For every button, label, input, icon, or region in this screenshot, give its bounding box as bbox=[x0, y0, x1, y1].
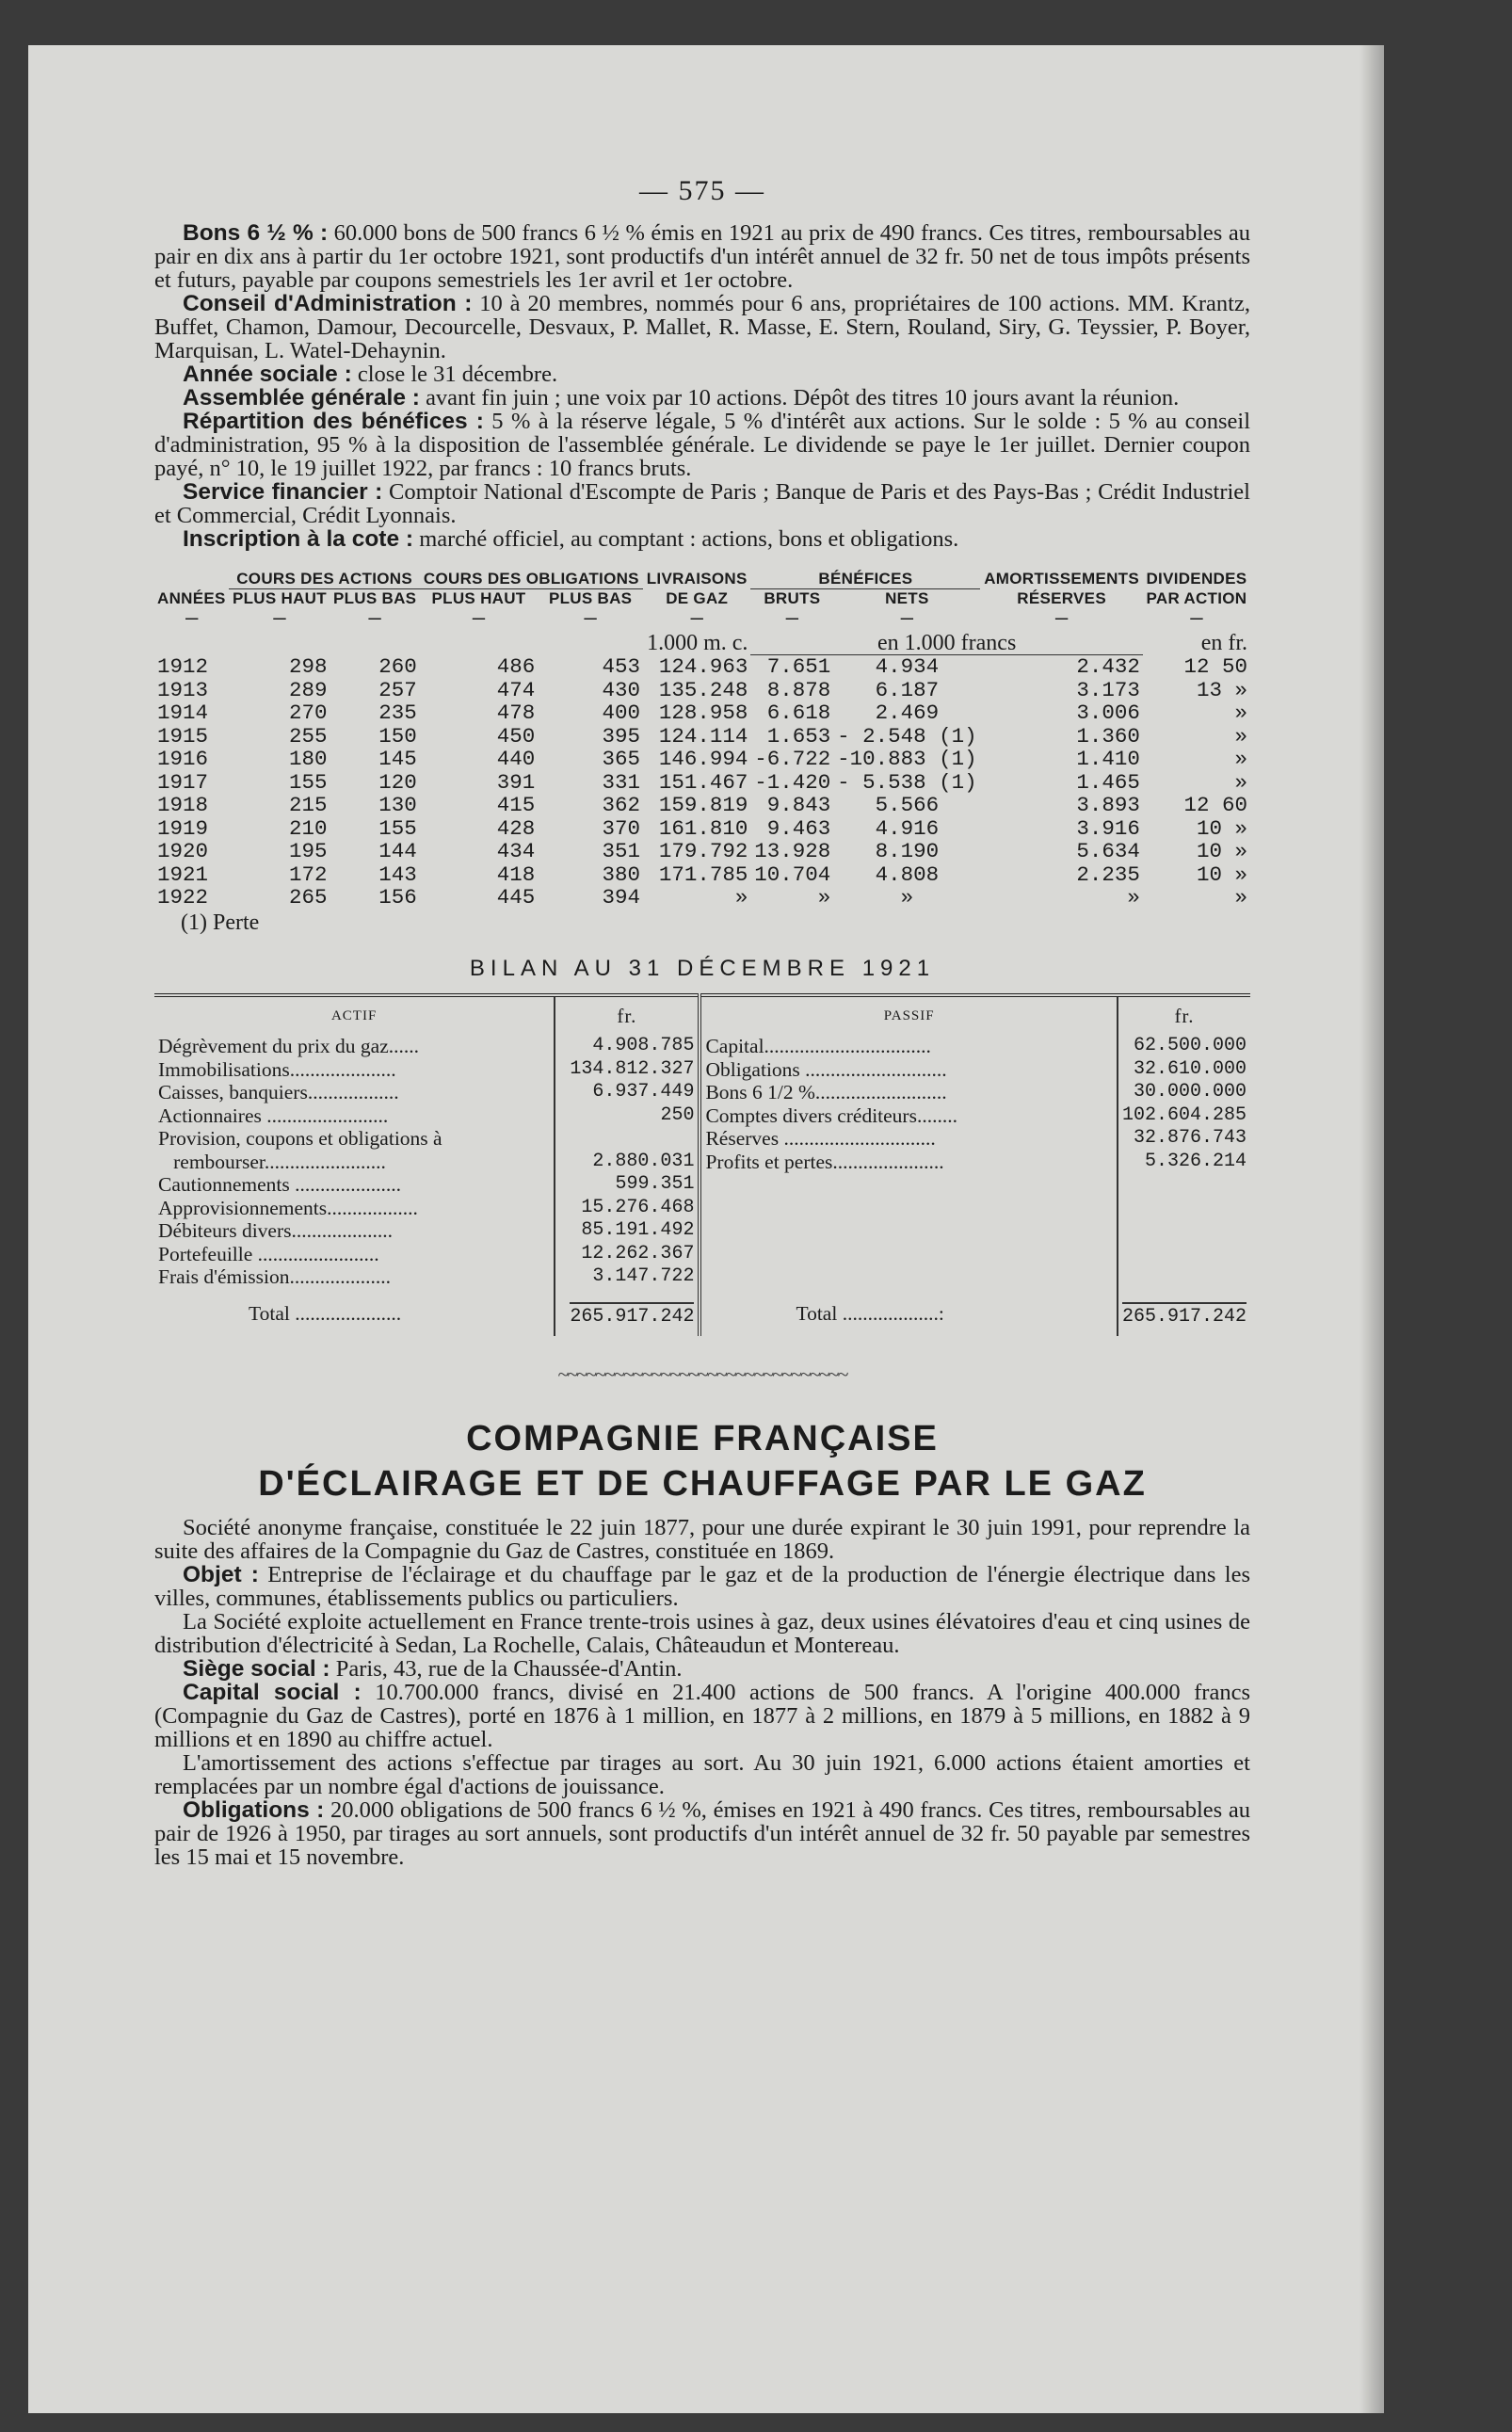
bilan-header-row bbox=[154, 995, 1250, 1036]
passif-item: Obligations ............................ bbox=[700, 1058, 1118, 1082]
cell-year: 1917 bbox=[157, 769, 209, 795]
actif-value: 15.276.468 bbox=[555, 1197, 700, 1220]
table-row bbox=[154, 1058, 1250, 1082]
passif-item: Capital................................. bbox=[700, 1035, 1118, 1058]
cell-amortissements: 5.634 bbox=[1076, 839, 1140, 863]
paragraph-assemblee: Assemblée générale : avant fin juin ; une voix par 10 actions. Dépôt des titres 10 jours avant la réunion. bbox=[183, 385, 1180, 411]
cell-amortissements: 3.916 bbox=[1076, 815, 1140, 841]
cell-benefices-nets: 4.934 bbox=[875, 654, 940, 679]
passif-item bbox=[700, 1173, 1118, 1197]
cell-benefices-nets: » bbox=[900, 885, 914, 910]
actif-value: 85.191.492 bbox=[555, 1219, 700, 1243]
table-row bbox=[154, 1151, 1250, 1174]
passif-item: Profits et pertes...................... bbox=[700, 1151, 1118, 1174]
cell-amortissements: 2.235 bbox=[1076, 862, 1140, 887]
passif-item: Bons 6 1/2 %.......................... bbox=[700, 1081, 1118, 1104]
table-row bbox=[154, 1265, 1250, 1289]
section-separator: ~~~~~~~~~~~~~~~~~~~~~~~~~~~~~~~ bbox=[557, 1362, 847, 1386]
actif-value: 250 bbox=[555, 1104, 700, 1128]
cell-actions-haut: 255 bbox=[288, 723, 328, 749]
company-title-line2: D'ÉCLAIRAGE ET DE CHAUFFAGE PAR LE GAZ bbox=[258, 1464, 1147, 1504]
table-row bbox=[154, 725, 1250, 749]
header-nets: NETS bbox=[885, 589, 929, 607]
cell-actions-haut: 298 bbox=[288, 653, 328, 679]
actif-item: Provision, coupons et obligations à bbox=[158, 1127, 442, 1150]
cell-oblig-bas: 380 bbox=[602, 862, 640, 887]
company-objet: Objet : Entreprise de l'éclairage et du chauffage par le gaz et de la production de l'énergie électrique dans les villes, communes, établissements publics ou particuliers. bbox=[154, 1562, 1250, 1611]
passif-item: Réserves .............................. bbox=[700, 1127, 1118, 1151]
cell-oblig-bas: 365 bbox=[602, 747, 640, 771]
cell-actions-bas: 144 bbox=[378, 839, 417, 863]
table-row bbox=[154, 1173, 1250, 1197]
cell-actions-bas: 150 bbox=[378, 723, 417, 749]
bilan-passif-header: PASSIF bbox=[700, 995, 1118, 1036]
cell-oblig-bas: 331 bbox=[602, 769, 640, 795]
cell-oblig-haut: 418 bbox=[496, 862, 536, 887]
bilan-actif-header: ACTIF bbox=[330, 1007, 378, 1023]
actif-item: Actionnaires ........................ bbox=[158, 1103, 389, 1127]
cell-benefices-bruts: » bbox=[817, 885, 831, 910]
table-row bbox=[154, 863, 1250, 887]
actif-value: 3.147.722 bbox=[555, 1265, 700, 1289]
actif-value: 4.908.785 bbox=[555, 1035, 700, 1058]
cell-benefices-nets: -10.883 (1) bbox=[837, 747, 977, 771]
cell-actions-haut: 215 bbox=[288, 793, 328, 817]
actif-value: 599.351 bbox=[555, 1173, 700, 1197]
actif-item: rembourser........................ bbox=[158, 1150, 386, 1173]
bilan-actif-currency: fr. bbox=[555, 995, 700, 1036]
passif-value: 32.876.743 bbox=[1118, 1127, 1250, 1151]
company-capital: Capital social : 10.700.000 francs, divisé en 21.400 actions de 500 francs. A l'origine 400.000 francs (Compagnie du Gaz de Castres), porté en 1876 à 1 million, en 1877 à 2 millions, en 1879 à 5 millions, en 1882 à 9 millions et en 1890 au chiffre actuel. bbox=[154, 1680, 1250, 1752]
cell-year: 1912 bbox=[157, 653, 209, 679]
cell-dividende: 10 » bbox=[1196, 862, 1247, 887]
cell-amortissements: » bbox=[1127, 885, 1140, 910]
actif-value: 12.262.367 bbox=[555, 1243, 700, 1266]
cell-benefices-nets: 4.808 bbox=[875, 862, 940, 887]
stats-header-row-1 bbox=[154, 570, 1250, 589]
cell-benefices-bruts: 10.704 bbox=[754, 862, 831, 887]
passif-value: 5.326.214 bbox=[1118, 1151, 1250, 1174]
cell-livraisons: » bbox=[734, 885, 748, 910]
table-row bbox=[154, 771, 1250, 795]
cell-oblig-haut: 486 bbox=[496, 653, 536, 679]
cell-oblig-haut: 445 bbox=[496, 885, 536, 910]
header-dividendes: DIVIDENDES bbox=[1146, 570, 1247, 588]
cell-dividende: » bbox=[1234, 701, 1247, 725]
cell-actions-bas: 155 bbox=[378, 815, 417, 841]
total-passif-value: 265.917.242 bbox=[1122, 1302, 1247, 1329]
cell-amortissements: 3.173 bbox=[1076, 677, 1140, 702]
table-row bbox=[154, 1081, 1250, 1104]
table-row bbox=[154, 886, 1250, 910]
cell-amortissements: 3.893 bbox=[1076, 793, 1140, 817]
cell-oblig-haut: 391 bbox=[496, 769, 536, 795]
header-reserves: RÉSERVES bbox=[1017, 588, 1106, 607]
cell-livraisons: 146.994 bbox=[658, 747, 748, 771]
cell-oblig-haut: 440 bbox=[496, 747, 536, 771]
cell-dividende: 10 » bbox=[1196, 815, 1247, 841]
stats-units-row bbox=[154, 632, 1250, 655]
cell-benefices-nets: 8.190 bbox=[875, 839, 940, 863]
cell-year: 1921 bbox=[157, 862, 209, 887]
header-de-gaz: DE GAZ bbox=[666, 588, 729, 607]
table-row bbox=[154, 794, 1250, 817]
cell-actions-bas: 257 bbox=[378, 677, 417, 702]
passif-value: 102.604.285 bbox=[1118, 1104, 1250, 1128]
cell-benefices-nets: 4.916 bbox=[875, 815, 940, 841]
cell-dividende: » bbox=[1234, 723, 1247, 749]
header-actions-plus-haut: PLUS HAUT bbox=[232, 589, 327, 607]
header-benefices: BÉNÉFICES bbox=[750, 570, 980, 589]
table-row bbox=[154, 1035, 1250, 1058]
cell-amortissements: 1.360 bbox=[1076, 723, 1140, 749]
cell-oblig-haut: 474 bbox=[496, 677, 536, 702]
total-actif-label: Total ..................... bbox=[249, 1301, 402, 1325]
cell-livraisons: 128.958 bbox=[658, 701, 748, 725]
actif-item: Frais d'émission.................... bbox=[158, 1265, 391, 1288]
cell-dividende: » bbox=[1234, 769, 1247, 795]
cell-benefices-nets: 6.187 bbox=[875, 677, 940, 702]
company-siege: Siège social : Paris, 43, rue de la Chaussée-d'Antin. bbox=[183, 1656, 683, 1682]
header-oblig-plus-bas: PLUS BAS bbox=[548, 589, 633, 607]
cell-amortissements: 3.006 bbox=[1076, 701, 1140, 725]
cell-actions-bas: 260 bbox=[378, 653, 417, 679]
cell-actions-haut: 180 bbox=[288, 747, 328, 771]
passif-item bbox=[700, 1197, 1118, 1220]
cell-dividende: 10 » bbox=[1196, 839, 1247, 863]
actif-item: Immobilisations..................... bbox=[158, 1057, 396, 1081]
cell-livraisons: 124.114 bbox=[658, 723, 748, 749]
passif-item bbox=[700, 1265, 1118, 1289]
cell-livraisons: 171.785 bbox=[658, 862, 748, 887]
cell-livraisons: 161.810 bbox=[658, 815, 748, 841]
table-row bbox=[154, 1127, 1250, 1151]
cell-oblig-haut: 428 bbox=[496, 815, 536, 841]
header-cours-actions: COURS DES ACTIONS bbox=[229, 570, 419, 589]
cell-benefices-nets: - 2.548 (1) bbox=[837, 723, 977, 749]
page-number: — 575 — bbox=[639, 175, 765, 206]
cell-year: 1920 bbox=[157, 839, 209, 863]
cell-actions-haut: 270 bbox=[288, 701, 328, 725]
actif-value bbox=[555, 1127, 700, 1151]
actif-item: Cautionnements ..................... bbox=[158, 1173, 401, 1196]
passif-value: 32.610.000 bbox=[1118, 1058, 1250, 1082]
table-row bbox=[154, 748, 1250, 771]
header-amortissements: AMORTISSEMENTS bbox=[984, 570, 1139, 588]
page-content bbox=[154, 175, 1251, 1870]
passif-value bbox=[1118, 1173, 1250, 1197]
header-livraisons: LIVRAISONS bbox=[646, 570, 748, 588]
bilan-passif-currency: fr. bbox=[1118, 995, 1250, 1036]
company-title-line1: COMPAGNIE FRANÇAISE bbox=[466, 1419, 939, 1458]
cell-actions-haut: 172 bbox=[288, 862, 328, 887]
table-row bbox=[154, 817, 1250, 841]
cell-dividende: » bbox=[1234, 885, 1247, 910]
cell-year: 1913 bbox=[157, 677, 209, 702]
table-row bbox=[154, 655, 1250, 679]
passif-value: 30.000.000 bbox=[1118, 1081, 1250, 1104]
cell-actions-haut: 210 bbox=[288, 815, 328, 841]
company-amortissement: L'amortissement des actions s'effectue par tirages au sort. Au 30 juin 1921, 6.000 actions étaient amorties et remplacées par un nombre égal d'actions de jouissance. bbox=[154, 1750, 1250, 1799]
table-row bbox=[154, 679, 1250, 702]
cell-benefices-nets: - 5.538 (1) bbox=[837, 769, 977, 795]
page-edge-shadow bbox=[1359, 45, 1384, 2413]
paragraph-repartition: Répartition des bénéfices : 5 % à la réserve légale, 5 % d'intérêt aux actions. Sur le solde : 5 % au conseil d'administration, 95 % à la disposition de l'assemblée générale. Le dividende se paye le 1er juillet. Dernier coupon payé, n° 10, le 19 juillet 1922, par francs : 10 francs bruts. bbox=[154, 409, 1251, 481]
total-actif-value: 265.917.242 bbox=[570, 1302, 694, 1329]
paragraph-service-financier: Service financier : Comptoir National d'Escompte de Paris ; Banque de Paris et des Pays-Bas ; Crédit Industriel et Commercial, Crédit Lyonnais. bbox=[154, 479, 1250, 528]
passif-value bbox=[1118, 1243, 1250, 1266]
cell-benefices-bruts: 9.463 bbox=[766, 815, 831, 841]
table-row bbox=[154, 701, 1250, 725]
header-oblig-plus-haut: PLUS HAUT bbox=[431, 589, 526, 607]
cell-benefices-bruts: 8.878 bbox=[766, 677, 831, 702]
cell-livraisons: 135.248 bbox=[658, 677, 748, 702]
actif-item: Approvisionnements.................. bbox=[158, 1196, 418, 1219]
passif-item bbox=[700, 1243, 1118, 1266]
cell-actions-haut: 289 bbox=[288, 677, 328, 702]
cell-actions-bas: 120 bbox=[378, 769, 417, 795]
bilan-total-row bbox=[154, 1289, 1250, 1337]
actif-item: Caisses, banquiers.................. bbox=[158, 1081, 399, 1103]
paragraph-inscription: Inscription à la cote : marché officiel, au comptant : actions, bons et obligations. bbox=[183, 526, 959, 552]
cell-benefices-bruts: 7.651 bbox=[766, 654, 831, 679]
cell-benefices-nets: 5.566 bbox=[875, 793, 940, 817]
cell-benefices-bruts: -6.722 bbox=[754, 747, 831, 771]
company-title bbox=[154, 1416, 1250, 1506]
header-cours-obligations: COURS DES OBLIGATIONS bbox=[420, 570, 643, 589]
cell-oblig-bas: 351 bbox=[602, 839, 640, 863]
company-details-section bbox=[154, 221, 1250, 551]
passif-value: 62.500.000 bbox=[1118, 1035, 1250, 1058]
statistics-table bbox=[154, 570, 1250, 910]
cell-actions-bas: 145 bbox=[378, 747, 417, 771]
actif-value: 134.812.327 bbox=[555, 1058, 700, 1082]
cell-year: 1915 bbox=[157, 723, 209, 749]
total-passif-label: Total ...................: bbox=[700, 1289, 1118, 1337]
paragraph-conseil: Conseil d'Administration : 10 à 20 membres, nommés pour 6 ans, propriétaires de 100 actions. MM. Krantz, Buffet, Chamon, Damour, Decourcelle, Desvaux, P. Mallet, R. Masse, E. Stern, Rouland, Siry, G. Teyssier, P. Boyer, Marquisan, L. Watel-Dehaynin. bbox=[154, 291, 1250, 363]
company-obligations: Obligations : 20.000 obligations de 500 francs 6 ½ %, émises en 1921 à 490 francs. Ces titres, remboursables au pair de 1926 à 1950, par tirages au sort annuels, sont productifs d'un intérêt annuel de 32 fr. 50 payable par semestres les 15 mai et 15 novembre. bbox=[154, 1797, 1250, 1870]
cell-year: 1914 bbox=[157, 701, 209, 725]
actif-value: 6.937.449 bbox=[555, 1081, 700, 1104]
stats-note: (1) Perte bbox=[181, 910, 260, 935]
unit-dividendes: en fr. bbox=[1200, 630, 1247, 655]
stats-body bbox=[154, 655, 1250, 910]
table-row bbox=[154, 1104, 1250, 1128]
cell-dividende: 12 60 bbox=[1183, 793, 1247, 817]
cell-oblig-bas: 395 bbox=[602, 723, 640, 749]
bilan-title: BILAN AU 31 DÉCEMBRE 1921 bbox=[469, 955, 936, 981]
cell-dividende: 13 » bbox=[1196, 677, 1247, 702]
cell-actions-bas: 156 bbox=[378, 885, 417, 910]
table-row bbox=[154, 840, 1250, 863]
actif-item: Débiteurs divers.................... bbox=[158, 1219, 394, 1242]
cell-dividende: 12 50 bbox=[1183, 653, 1247, 679]
cell-benefices-bruts: 1.653 bbox=[766, 723, 831, 749]
cell-dividende: » bbox=[1234, 747, 1247, 771]
company-description bbox=[154, 1516, 1250, 1869]
cell-oblig-bas: 362 bbox=[602, 793, 640, 817]
cell-benefices-bruts: 13.928 bbox=[754, 839, 831, 863]
cell-amortissements: 2.432 bbox=[1076, 654, 1140, 679]
cell-oblig-haut: 450 bbox=[496, 723, 536, 749]
cell-actions-bas: 130 bbox=[378, 793, 417, 817]
company-objet-detail: La Société exploite actuellement en France trente-trois usines à gaz, deux usines élévatoires d'eau et cinq usines de distribution d'électricité à Sedan, La Rochelle, Calais, Châteaudun et Montereau. bbox=[154, 1609, 1250, 1658]
cell-year: 1916 bbox=[157, 747, 209, 771]
header-par-action: PAR ACTION bbox=[1146, 588, 1247, 607]
cell-year: 1918 bbox=[157, 793, 209, 817]
cell-actions-bas: 235 bbox=[378, 701, 417, 725]
passif-value bbox=[1118, 1197, 1250, 1220]
cell-actions-haut: 155 bbox=[288, 769, 328, 795]
cell-actions-haut: 195 bbox=[288, 839, 328, 863]
unit-benefices: en 1.000 francs bbox=[750, 632, 1142, 655]
table-row bbox=[154, 1243, 1250, 1266]
cell-oblig-haut: 434 bbox=[496, 839, 536, 863]
table-row bbox=[154, 1219, 1250, 1243]
cell-benefices-bruts: 9.843 bbox=[766, 793, 831, 817]
passif-value bbox=[1118, 1265, 1250, 1289]
header-bruts: BRUTS bbox=[764, 589, 821, 607]
company-intro: Société anonyme française, constituée le 22 juin 1877, pour une durée expirant le 30 juin 1991, pour reprendre la suite des affaires de la Compagnie du Gaz de Castres, constituée en 1869. bbox=[154, 1515, 1250, 1564]
cell-oblig-bas: 453 bbox=[602, 653, 640, 679]
cell-actions-haut: 265 bbox=[288, 885, 328, 910]
actif-item: Portefeuille ........................ bbox=[158, 1242, 379, 1265]
cell-actions-bas: 143 bbox=[378, 862, 417, 887]
actif-value: 2.880.031 bbox=[555, 1151, 700, 1174]
cell-benefices-bruts: 6.618 bbox=[766, 701, 831, 725]
stats-header-row-2 bbox=[154, 589, 1250, 609]
cell-oblig-haut: 415 bbox=[496, 793, 536, 817]
cell-oblig-bas: 394 bbox=[602, 885, 640, 910]
paragraph-bons: Bons 6 ½ % : 60.000 bons de 500 francs 6 ½ % émis en 1921 au prix de 490 francs. Ces titres, remboursables au pair en dix ans à partir du 1er octobre 1921, sont productifs d'un intérêt annuel de 32 fr. 50 net de tous impôts présents et futurs, payable par coupons semestriels les 1er avril et 1er octobre. bbox=[154, 220, 1250, 293]
cell-benefices-nets: 2.469 bbox=[875, 701, 940, 725]
header-annees: ANNÉES bbox=[157, 588, 226, 607]
document-page bbox=[28, 45, 1384, 2413]
cell-year: 1922 bbox=[157, 885, 209, 910]
cell-livraisons: 124.963 bbox=[658, 653, 748, 679]
cell-livraisons: 179.792 bbox=[658, 839, 748, 863]
cell-amortissements: 1.410 bbox=[1076, 747, 1140, 771]
passif-value bbox=[1118, 1219, 1250, 1243]
actif-item: Dégrèvement du prix du gaz...... bbox=[158, 1035, 420, 1057]
cell-livraisons: 159.819 bbox=[658, 793, 748, 817]
table-row bbox=[154, 1197, 1250, 1220]
cell-year: 1919 bbox=[157, 815, 209, 841]
paragraph-annee-sociale: Année sociale : close le 31 décembre. bbox=[183, 362, 558, 387]
passif-item bbox=[700, 1219, 1118, 1243]
cell-amortissements: 1.465 bbox=[1076, 769, 1140, 795]
cell-oblig-haut: 478 bbox=[496, 701, 536, 725]
bilan-table bbox=[154, 993, 1250, 1337]
cell-livraisons: 151.467 bbox=[658, 769, 748, 795]
cell-benefices-bruts: -1.420 bbox=[754, 769, 831, 795]
unit-livraisons: 1.000 m. c. bbox=[647, 630, 748, 655]
cell-oblig-bas: 400 bbox=[602, 701, 640, 725]
passif-item: Comptes divers créditeurs........ bbox=[700, 1104, 1118, 1128]
stats-dash-row: — — — — — — — — — — bbox=[185, 607, 1203, 631]
header-actions-plus-bas: PLUS BAS bbox=[332, 589, 417, 607]
cell-oblig-bas: 430 bbox=[602, 677, 640, 702]
cell-oblig-bas: 370 bbox=[602, 815, 640, 841]
